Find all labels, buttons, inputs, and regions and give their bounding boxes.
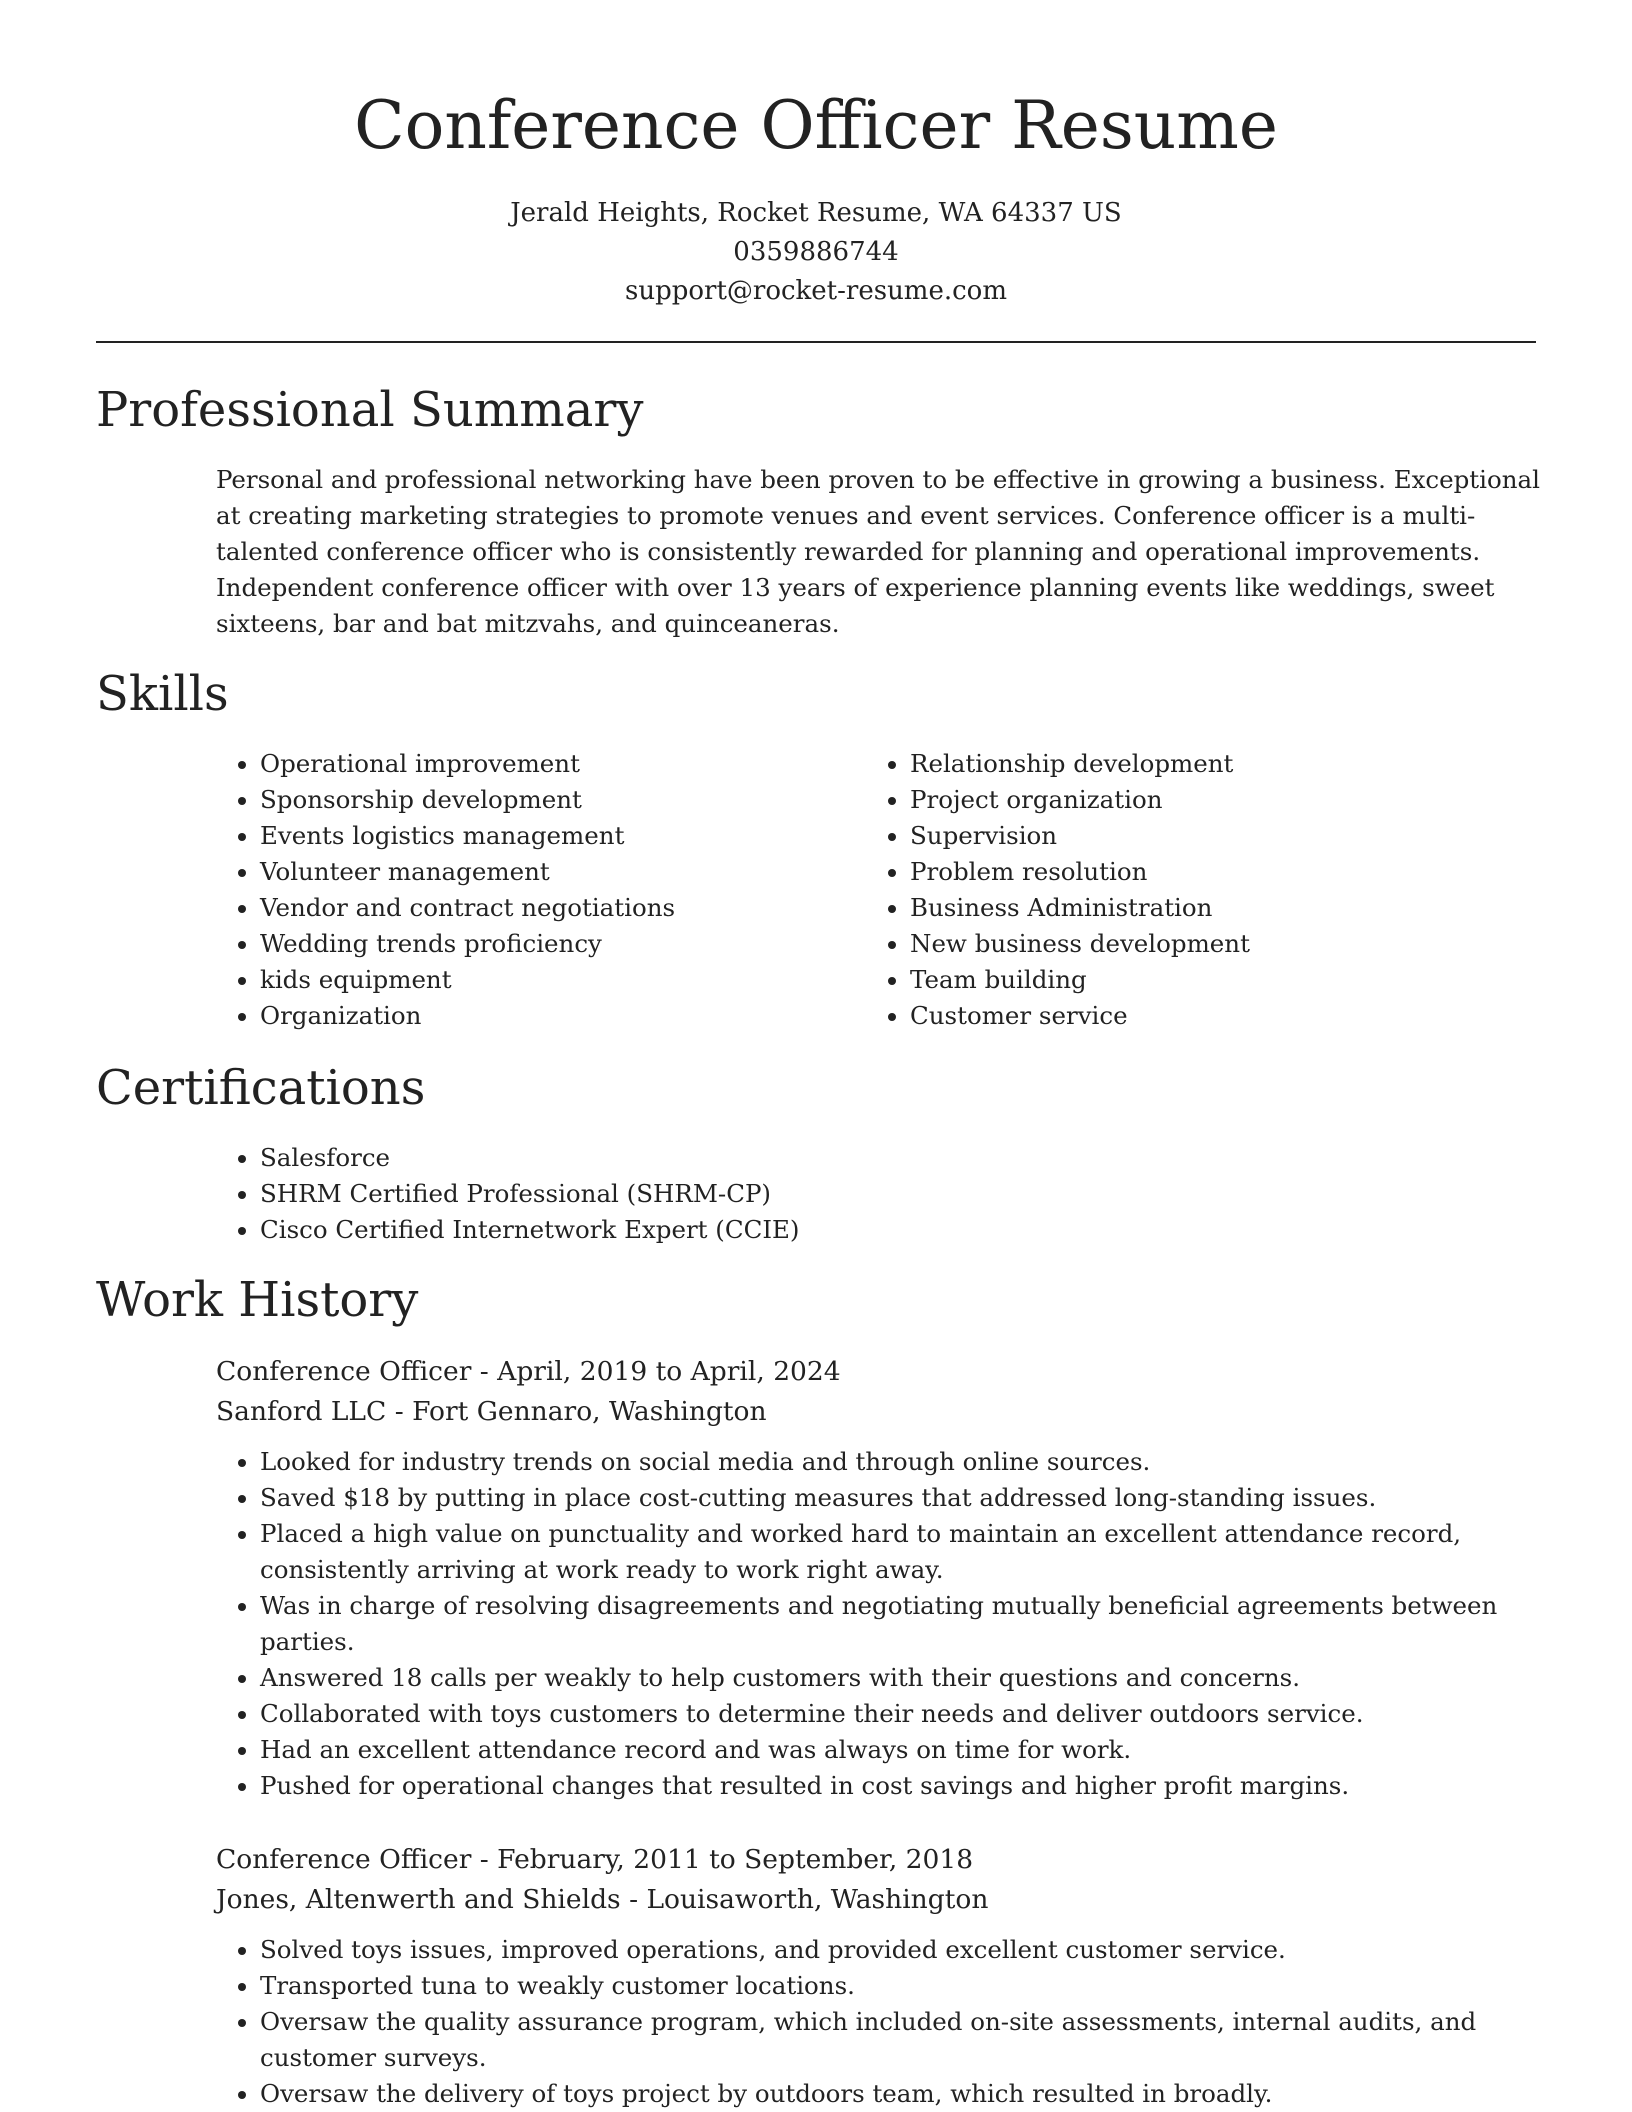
certification-item: • Salesforce [260,1140,1546,1176]
skill-item: • Organization [260,998,836,1034]
job-bullet: • Oversaw the delivery of toys project by outdoors team, which resulted in broadly. [260,2076,1546,2112]
skills-list-right [866,746,1486,1034]
job-dates: - February, 2011 to September, 2018 [471,1844,974,1875]
certification-item: • SHRM Certified Professional (SHRM-CP) [260,1176,1546,1212]
job-role: Conference Officer [216,1844,472,1875]
certifications-block [216,1140,1546,1248]
job-company-line [216,1392,1546,1432]
skills-list-left [216,746,836,1034]
job-bullet: • Collaborated with toys customers to determine their needs and deliver outdoors service. [260,1696,1546,1732]
summary-text: Personal and professional networking have been proven to be effective in growing a business. Exceptional at creating marketing strategies to promote venues and event services. Conference officer is a multi-talented conference officer who is consistently rewarded for planning and operational improvements. Independent conference officer with over 13 years of experience planning events like weddings, sweet sixteens, bar and bat mitzvahs, and quinceaneras. [216,465,1540,638]
skills-column-right [866,746,1486,1034]
section-title-professional-summary: Professional Summary [96,382,644,438]
job-bullet: • Pushed for operational changes that resulted in cost savings and higher profit margins. [260,1768,1546,1804]
certification-item: • Cisco Certified Internetwork Expert (CCIE) [260,1212,1546,1248]
header-divider [96,341,1536,343]
job-bullet: • Was in charge of resolving disagreements and negotiating mutually beneficial agreements between parties. [260,1588,1546,1660]
job-dates: - April, 2019 to April, 2024 [471,1356,841,1387]
skill-item: • Team building [910,962,1486,998]
skill-item: • Supervision [910,818,1486,854]
job-bullets [216,1444,1546,1804]
skill-item: • Volunteer management [260,854,836,890]
job-bullet: • Saved $18 by putting in place cost-cutting measures that addressed long-standing issues. [260,1480,1546,1516]
job-bullets [216,1932,1546,2112]
contact-phone: 0359886744 [733,237,899,267]
job-company: Jones, Altenwerth and Shields [216,1884,621,1915]
skill-item: • Sponsorship development [260,782,836,818]
skill-item: • New business development [910,926,1486,962]
job-bullet: • Oversaw the quality assurance program, which included on-site assessments, internal audits, and customer surveys. [260,2004,1546,2076]
resume-header [0,0,1632,311]
job-location: - Fort Gennaro, Washington [386,1396,767,1427]
job-title-line [216,1840,1546,1880]
skill-item: • Project organization [910,782,1486,818]
skills-column-left [216,746,836,1034]
skill-item: • Customer service [910,998,1486,1034]
contact-address: Jerald Heights, Rocket Resume, WA 64337 US [510,198,1122,228]
skill-item: • kids equipment [260,962,836,998]
skill-item: • Relationship development [910,746,1486,782]
contact-email: support@rocket-resume.com [624,276,1007,306]
skill-item: • Wedding trends proficiency [260,926,836,962]
job-bullet: • Looked for industry trends on social media and through online sources. [260,1444,1546,1480]
job-title-line [216,1352,1546,1392]
skill-item: • Vendor and contract negotiations [260,890,836,926]
job-bullet: • Transported tuna to weakly customer locations. [260,1968,1546,2004]
job-company: Sanford LLC [216,1396,387,1427]
certifications-list [216,1140,1546,1248]
skill-item: • Operational improvement [260,746,836,782]
job-bullet: • Placed a high value on punctuality and worked hard to maintain an excellent attendance record, consistently arriving at work ready to work right away. [260,1516,1546,1588]
job-bullet: • Had an excellent attendance record and was always on time for work. [260,1732,1546,1768]
job-entry [216,1840,1546,2112]
job-company-line [216,1880,1546,1920]
skill-item: • Business Administration [910,890,1486,926]
resume-title: Conference Officer Resume [354,87,1278,164]
job-bullet: • Solved toys issues, improved operations, and provided excellent customer service. [260,1932,1546,1968]
job-entry [216,1352,1546,1804]
job-role: Conference Officer [216,1356,472,1387]
contact-block [0,194,1632,311]
skill-item: • Events logistics management [260,818,836,854]
skill-item: • Problem resolution [910,854,1486,890]
section-title-work-history: Work History [96,1272,419,1328]
job-location: - Louisaworth, Washington [620,1884,989,1915]
section-title-certifications: Certifications [96,1060,426,1116]
job-bullet: • Answered 18 calls per weakly to help customers with their questions and concerns. [260,1660,1546,1696]
section-title-skills: Skills [96,666,229,722]
